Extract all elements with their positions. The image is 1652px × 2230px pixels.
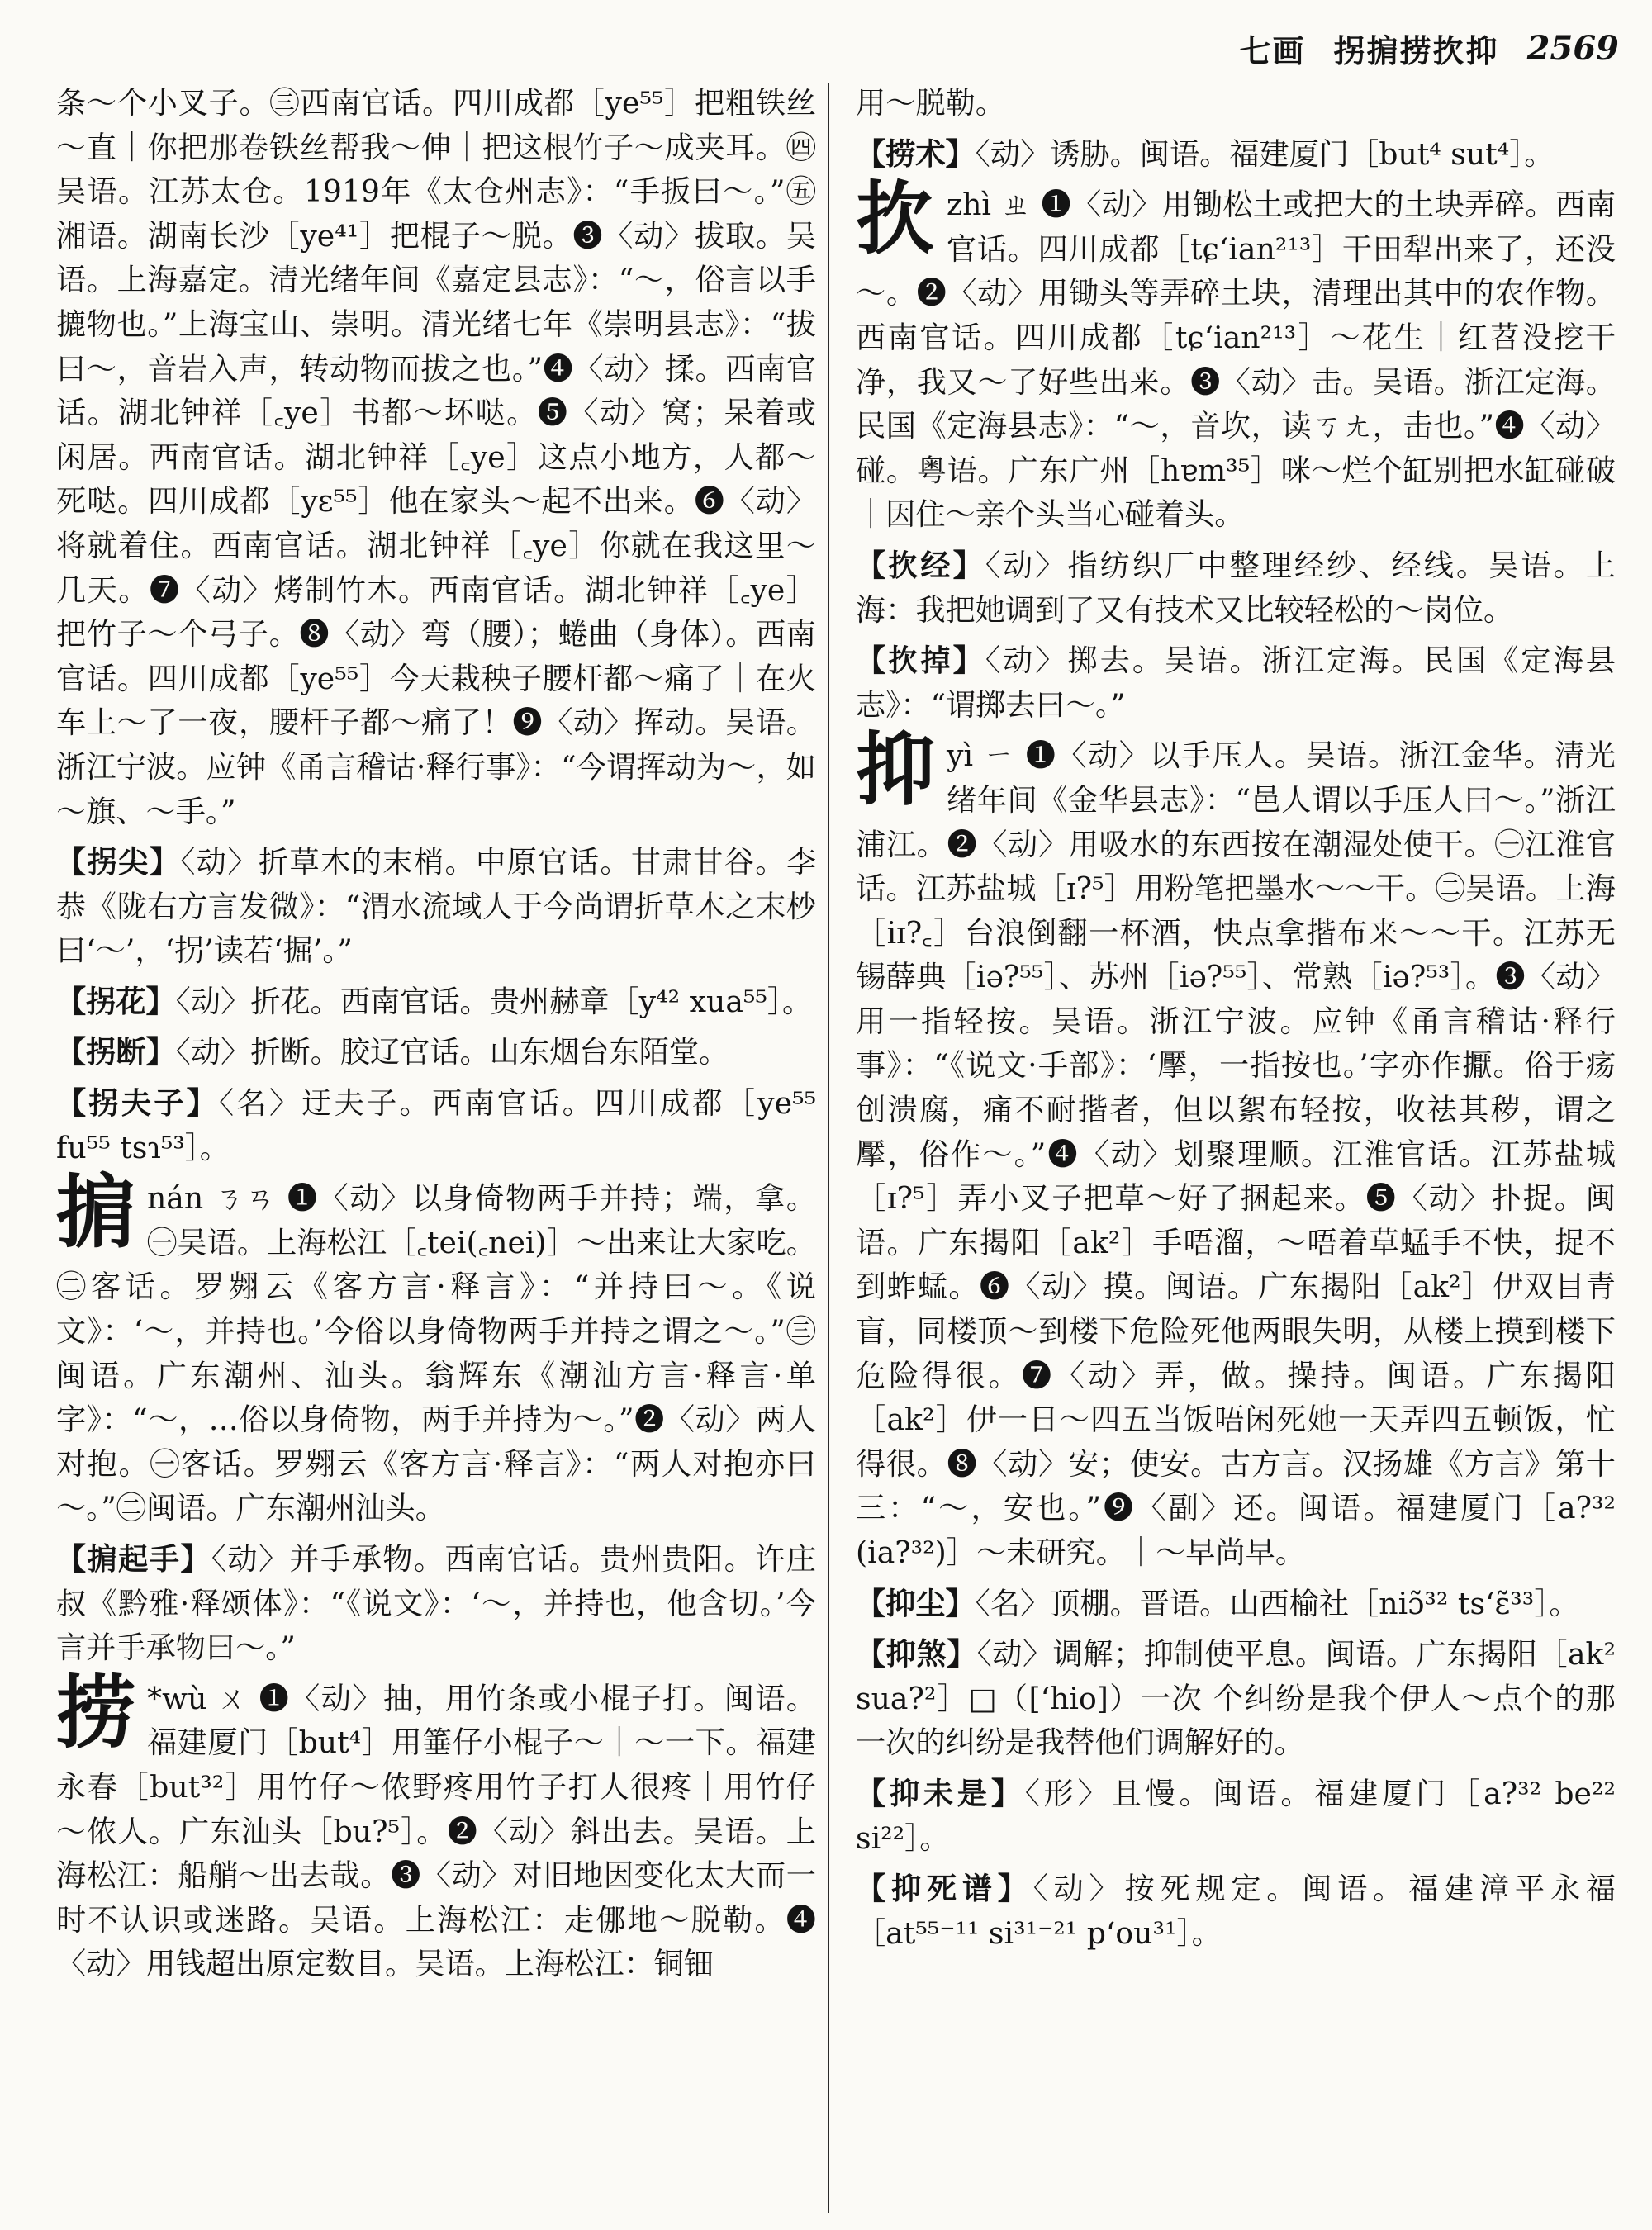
pronunciation: yì ㄧ (947, 738, 1015, 774)
character-entry (56, 1165, 816, 1530)
compound-entry (856, 132, 1616, 177)
definition: 〈名〉迂夫子。西南官话。四川成都［ye⁵⁵ fu⁵⁵ tsɿ⁵³］。 (56, 1085, 816, 1165)
column-divider (828, 83, 829, 2213)
definition: 〈动〉掷去。吴语。浙江定海。民国《定海县志》：“谓掷去曰～。” (856, 643, 1616, 723)
headword: 【拐花】 (56, 983, 176, 1019)
head-character: 抑 (856, 723, 935, 817)
compound-entry (856, 1772, 1616, 1860)
right-column (856, 81, 1616, 2220)
headword: 【拐尖】 (56, 844, 181, 880)
entry-text: 用～脱勒。 (856, 85, 1005, 121)
headword: 【抑未是】 (856, 1775, 1025, 1811)
left-column (56, 81, 816, 2220)
definition: 〈动〉折断。胶辽官话。山东烟台东陌堂。 (175, 1034, 729, 1070)
section-label: 七画 (1239, 32, 1306, 69)
definition: 〈动〉折草木的末梢。中原官话。甘肃甘谷。李恭《陇右方言发微》：“渭水流域人于今尚谓折草木之末杪曰‘～’，‘拐’读若‘掘’。” (56, 844, 816, 969)
character-entry (856, 723, 1616, 1574)
head-character: 扻 (856, 172, 935, 266)
pronunciation: nán ㄋㄢ (147, 1180, 277, 1217)
compound-entry (856, 638, 1616, 727)
definition: ❶〈动〉以身倚物两手并持；端，拿。㊀吴语。上海松江［꜀tei(꜀nei)］～出来让大家吃。㊁客话。罗翙云《客方言·释言》：“并持曰～。《说文》：‘～，并持也。’今俗以身倚物两手并持之谓之～。”㊂闽语。广东潮州、汕头。翁辉东《潮汕方言·释言·单字》：“～，…俗以身倚物，两手并持为～。”❷〈动〉两人对抱。㊀客话。罗翙云《客方言·释言》：“两人对抱亦曰～。”㊁闽语。广东潮州汕头。 (56, 1180, 816, 1526)
head-character: 捞 (56, 1665, 135, 1759)
definition: 〈名〉顶棚。晋语。山西榆社［niɔ̃³² tsʻɛ̃³³］。 (975, 1585, 1579, 1621)
headword: 【拐夫子】 (56, 1085, 220, 1122)
entry-continuation (56, 81, 816, 833)
definition: 〈动〉折花。西南官话。贵州赫章［y⁴² xua⁵⁵］。 (175, 983, 813, 1019)
character-entry (856, 172, 1616, 537)
definition: 〈动〉并手承物。西南官话。贵州贵阳。许庄叔《黔雅·释颂体》：“《说文》：‘～，并持也，他含切。’今言并手承物曰～。” (56, 1541, 816, 1666)
headword: 【掮起手】 (56, 1541, 211, 1577)
compound-entry (56, 1537, 816, 1670)
headword: 【抑死谱】 (856, 1871, 1033, 1907)
definition: 〈动〉指纺织厂中整理经纱、经线。吴语。上海：我把她调到了又有技术又比较轻松的～岗位。 (856, 547, 1616, 628)
headword: 【扻掉】 (856, 643, 985, 679)
definition: 〈动〉诱胁。闽语。福建厦门［but⁴ sut⁴］。 (975, 135, 1555, 172)
compound-entry (856, 1867, 1616, 1955)
compound-entry (56, 1030, 816, 1075)
compound-entry (56, 840, 816, 973)
definition: ❶〈动〉抽，用竹条或小棍子打。闽语。福建厦门［but⁴］用箠仔小棍子～｜～一下。福建永春［but³²］用竹仔～侬野疼用竹子打人很疼｜用竹仔～侬人。广东汕头［bu?⁵］。❷〈动〉斜出去。吴语。上海松江：船艄～出去哉。❸〈动〉对旧地因变化太大而一时不认识或迷路。吴语。上海松江：走㑚地～脱勒。❹〈动〉用钱超出原定数目。吴语。上海松江：铜钿 (56, 1680, 816, 1982)
headword: 【拐断】 (56, 1034, 176, 1070)
definition: 〈形〉且慢。闽语。福建厦门［a?³² be²² si²²］。 (856, 1775, 1616, 1856)
definition: ❶〈动〉以手压人。吴语。浙江金华。清光绪年间《金华县志》：“邑人谓以手压人曰～。”浙江浦江。❷〈动〉用吸水的东西按在潮湿处使干。㊀江淮官话。江苏盐城［ɪ?⁵］用粉笔把墨水～～干。㊁吴语。上海［iɪ?꜀］台浪倒翻一杯酒，快点拿揩布来～～干。江苏无锡薛典［iə?⁵⁵］、苏州［iə?⁵⁵］、常熟［iə?⁵³］。❸〈动〉用一指轻按。吴语。浙江宁波。应钟《甬言稽诂·释行事》：“《说文·手部》：‘擪，一指按也。’字亦作擫。俗于疡创溃腐，痛不耐揩者，但以絮布轻按，收祛其秽，谓之擪，俗作～。”❹〈动〉划聚理顺。江淮官话。江苏盐城［ɪ?⁵］弄小叉子把草～好了捆起来。❺〈动〉扑捉。闽语。广东揭阳［ak²］手唔溜，～唔着草蜢手不快，捉不到蚱蜢。❻〈动〉摸。闽语。广东揭阳［ak²］伊双目青盲，同楼顶～到楼下危险死他两眼失明，从楼上摸到楼下危险得很。❼〈动〉弄，做。操持。闽语。广东揭阳［ak²］伊一日～四五当饭唔闲死她一天弄四五顿饭，忙得很。❽〈动〉安；使安。古方言。汉扬雄《方言》第十三：“～，安也。”❾〈副〉还。闽语。福建厦门［a?³² (ia?³²)］～未研究。｜～早尚早。 (856, 738, 1616, 1570)
pronunciation: *wù ㄨ (147, 1680, 249, 1716)
character-entry (56, 1665, 816, 1986)
entry-text: 条～个小叉子。㊂西南官话。四川成都［ye⁵⁵］把粗铁丝～直｜你把那卷铁丝帮我～伸｜把这根竹子～成夹耳。㊃吴语。江苏太仓。1919年《太仓州志》：“手扳曰～。”㊄湘语。湖南长沙［ye⁴¹］把棍子～脱。❸〈动〉拔取。吴语。上海嘉定。清光绪年间《嘉定县志》：“～，俗言以手摝物也。”上海宝山、崇明。清光绪七年《崇明县志》：“拔曰～，音岩入声，转动物而拔之也。”❹〈动〉揉。西南官话。湖北钟祥［꜀ye］书都～坏哒。❺〈动〉窝；呆着或闲居。西南官话。湖北钟祥［꜀ye］这点小地方，人都～死哒。四川成都［yɛ⁵⁵］他在家头～起不出来。❻〈动〉将就着住。西南官话。湖北钟祥［꜀ye］你就在我这里～几天。❼〈动〉烤制竹木。西南官话。湖北钟祥［꜀ye］把竹子～个弓子。❽〈动〉弯（腰）；蜷曲（身体）。西南官话。四川成都［ye⁵⁵］今天栽秧子腰杆都～痛了｜在火车上～了一夜，腰杆子都～痛了！❾〈动〉挥动。吴语。浙江宁波。应钟《甬言稽诂·释行事》：“今谓挥动为～，如～旗、～手。” (56, 85, 816, 829)
compound-entry (856, 1632, 1616, 1765)
header-chars: 拐掮捞扻抑 (1333, 32, 1499, 69)
definition: ❶〈动〉用锄松土或把大的土块弄碎。西南官话。四川成都［tɕʻian²¹³］干田犁出来了，还没～。❷〈动〉用锄头等弄碎土块，清理出其中的农作物。西南官话。四川成都［tɕʻian²¹³］～花生｜红苕没挖干净，我又～了好些出来。❸〈动〉击。吴语。浙江定海。民国《定海县志》：“～，音坎，读ㄎㄤ，击也。”❹〈动〉碰。粤语。广东广州［hɐm³⁵］咪～烂个缸别把水缸碰破｜因住～亲个头当心碰着头。 (856, 187, 1616, 533)
headword: 【扻经】 (856, 547, 985, 583)
page-number: 2569 (1526, 28, 1619, 68)
compound-entry (856, 543, 1616, 632)
definition: 〈动〉调解；抑制使平息。闽语。广东揭阳［ak² sua?²］□（[ʻhio]）一次 个纠纷是我个伊人～点个的那一次的纠纷是我替他们调解好的。 (856, 1636, 1616, 1761)
definition: 〈动〉按死规定。闽语。福建漳平永福［at⁵⁵⁻¹¹ si³¹⁻²¹ pʻou³¹］。 (856, 1871, 1616, 1951)
compound-entry (856, 1582, 1616, 1626)
page-header (1140, 15, 1619, 81)
pronunciation: zhì ㄓ (947, 187, 1032, 223)
compound-entry (56, 980, 816, 1024)
headword: 【抑尘】 (856, 1585, 976, 1621)
headword: 【抑煞】 (856, 1636, 977, 1672)
head-character: 掮 (56, 1165, 135, 1260)
entry-continuation (856, 81, 1616, 126)
compound-entry (56, 1081, 816, 1170)
headword: 【捞术】 (856, 135, 976, 172)
